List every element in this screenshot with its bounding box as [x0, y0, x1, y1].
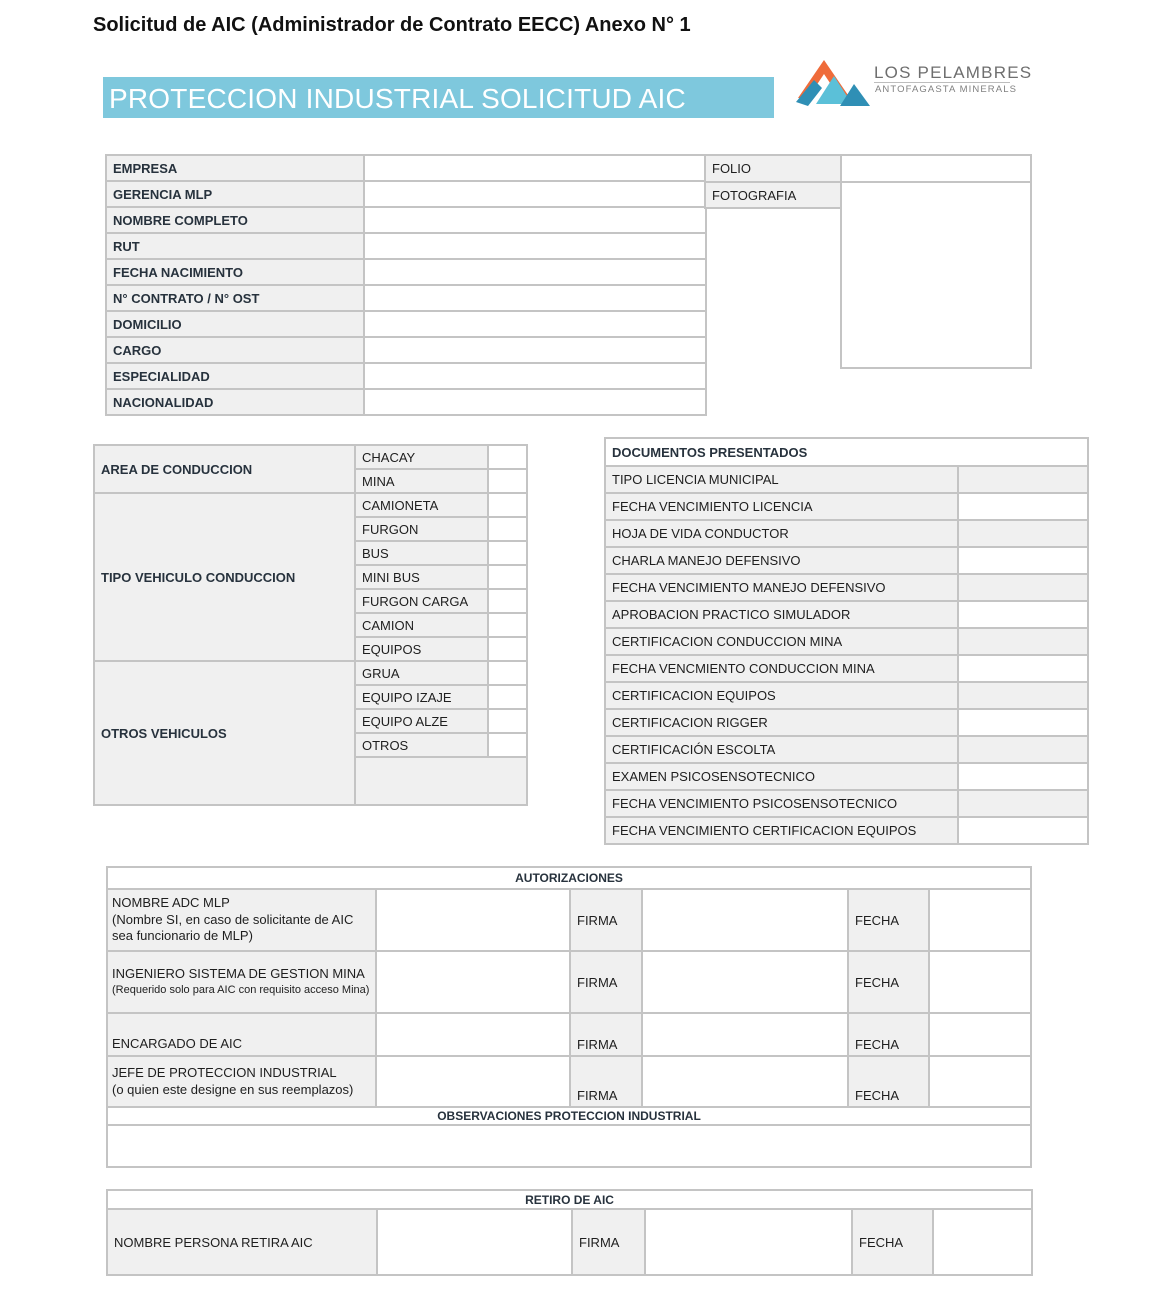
vehicle-option-checkbox[interactable]	[488, 733, 527, 757]
company-logo	[794, 54, 1034, 110]
field-value-input[interactable]	[364, 285, 706, 311]
personal-data-table	[105, 154, 707, 416]
field-label: N° CONTRATO / N° OST	[106, 285, 364, 311]
field-label: GERENCIA MLP	[106, 181, 364, 207]
vehicle-option-checkbox[interactable]	[488, 685, 527, 709]
field-value-input[interactable]	[364, 389, 706, 415]
signature-input[interactable]	[642, 951, 848, 1013]
signature-label: FIRMA	[570, 1013, 642, 1056]
document-value-input[interactable]	[958, 763, 1088, 790]
signature-input[interactable]	[642, 889, 848, 951]
document-label: FECHA VENCIMIENTO LICENCIA	[605, 493, 958, 520]
field-label: EMPRESA	[106, 155, 364, 181]
vehicle-option-checkbox[interactable]	[488, 493, 527, 517]
withdrawal-name-label: NOMBRE PERSONA RETIRA AIC	[107, 1209, 377, 1275]
date-label: FECHA	[848, 1013, 929, 1056]
field-label: NACIONALIDAD	[106, 389, 364, 415]
document-value-input[interactable]	[958, 466, 1088, 493]
authorizer-role: INGENIERO SISTEMA DE GESTION MINA	[112, 966, 365, 982]
field-value-input[interactable]	[364, 233, 706, 259]
withdrawal-signature-input[interactable]	[645, 1209, 852, 1275]
authorizer-name-input[interactable]	[376, 951, 570, 1013]
vehicle-option-checkbox[interactable]	[488, 565, 527, 589]
document-label: FECHA VENCMIENTO CONDUCCION MINA	[605, 655, 958, 682]
withdrawal-title: RETIRO DE AIC	[107, 1190, 1032, 1209]
document-value-input[interactable]	[958, 655, 1088, 682]
authorizer-role-label	[107, 951, 376, 1013]
logo-subtitle: ANTOFAGASTA MINERALS	[875, 84, 1018, 95]
vehicle-option-checkbox[interactable]	[488, 709, 527, 733]
authorizer-note: (o quien este designe en sus reemplazos)	[112, 1081, 354, 1097]
document-label: CHARLA MANEJO DEFENSIVO	[605, 547, 958, 574]
authorizer-role: ENCARGADO DE AIC	[112, 1036, 243, 1052]
field-label: DOMICILIO	[106, 311, 364, 337]
field-value-input[interactable]	[364, 207, 706, 233]
document-label: CERTIFICACION EQUIPOS	[605, 682, 958, 709]
vehicle-option-label: CAMIONETA	[355, 493, 488, 517]
folio-value[interactable]	[841, 155, 1031, 182]
vehicle-option-label: EQUIPO IZAJE	[355, 685, 488, 709]
document-label: CERTIFICACION CONDUCCION MINA	[605, 628, 958, 655]
signature-label: FIRMA	[570, 1056, 642, 1107]
document-label: APROBACION PRACTICO SIMULADOR	[605, 601, 958, 628]
signature-input[interactable]	[642, 1013, 848, 1056]
photo-label: FOTOGRAFIA	[705, 182, 841, 208]
document-value-input[interactable]	[958, 574, 1088, 601]
empty-cell	[355, 757, 527, 805]
field-label: CARGO	[106, 337, 364, 363]
vehicle-option-label: MINI BUS	[355, 565, 488, 589]
field-value-input[interactable]	[364, 363, 706, 389]
vehicle-option-checkbox[interactable]	[488, 445, 527, 469]
authorizer-role-label	[107, 1013, 376, 1056]
authorizations-table	[106, 866, 1032, 1168]
document-value-input[interactable]	[958, 736, 1088, 763]
driving-area-table	[93, 444, 528, 806]
document-label: HOJA DE VIDA CONDUCTOR	[605, 520, 958, 547]
date-input[interactable]	[929, 951, 1031, 1013]
document-title: Solicitud de AIC (Administrador de Contrato EECC) Anexo N° 1	[93, 14, 691, 36]
date-label: FECHA	[848, 951, 929, 1013]
withdrawal-signature-label: FIRMA	[572, 1209, 645, 1275]
document-value-input[interactable]	[958, 817, 1088, 844]
withdrawal-date-input[interactable]	[933, 1209, 1032, 1275]
observations-textarea[interactable]	[107, 1125, 1031, 1167]
authorizer-name-input[interactable]	[376, 1056, 570, 1107]
vehicle-option-checkbox[interactable]	[488, 661, 527, 685]
date-label: FECHA	[848, 889, 929, 951]
mountain-logo-icon	[794, 54, 872, 110]
vehicle-option-checkbox[interactable]	[488, 517, 527, 541]
date-input[interactable]	[929, 889, 1031, 951]
authorizer-note: (Nombre SI, en caso de solicitante de AIC sea funcionario de MLP)	[112, 911, 354, 944]
vehicle-option-checkbox[interactable]	[488, 637, 527, 661]
vehicle-group-label: TIPO VEHICULO CONDUCCION	[94, 493, 355, 661]
date-input[interactable]	[929, 1013, 1031, 1056]
documents-title: DOCUMENTOS PRESENTADOS	[605, 438, 1088, 466]
photo-box[interactable]	[841, 182, 1031, 368]
withdrawal-name-input[interactable]	[377, 1209, 572, 1275]
documents-table	[604, 437, 1089, 845]
document-value-input[interactable]	[958, 709, 1088, 736]
vehicle-option-label: EQUIPOS	[355, 637, 488, 661]
authorizer-role: JEFE DE PROTECCION INDUSTRIAL	[112, 1064, 337, 1080]
observations-title: OBSERVACIONES PROTECCION INDUSTRIAL	[107, 1107, 1031, 1125]
vehicle-option-label: EQUIPO ALZE	[355, 709, 488, 733]
authorizer-note: (Requerido solo para AIC con requisito acceso Mina)	[112, 984, 370, 997]
vehicle-option-label: FURGON	[355, 517, 488, 541]
field-value-input[interactable]	[364, 155, 706, 181]
date-label: FECHA	[848, 1056, 929, 1107]
field-value-input[interactable]	[364, 259, 706, 285]
document-label: TIPO LICENCIA MUNICIPAL	[605, 466, 958, 493]
authorizer-role-label	[107, 889, 376, 951]
signature-label: FIRMA	[570, 889, 642, 951]
field-label: NOMBRE COMPLETO	[106, 207, 364, 233]
withdrawal-date-label: FECHA	[852, 1209, 933, 1275]
document-label: EXAMEN PSICOSENSOTECNICO	[605, 763, 958, 790]
document-label: CERTIFICACIÓN ESCOLTA	[605, 736, 958, 763]
document-value-input[interactable]	[958, 520, 1088, 547]
field-value-input[interactable]	[364, 181, 706, 207]
vehicle-option-label: OTROS	[355, 733, 488, 757]
document-label: FECHA VENCIMIENTO CERTIFICACION EQUIPOS	[605, 817, 958, 844]
date-input[interactable]	[929, 1056, 1031, 1107]
signature-label: FIRMA	[570, 951, 642, 1013]
authorizer-role-label	[107, 1056, 376, 1107]
vehicle-option-label: GRUA	[355, 661, 488, 685]
form-banner	[103, 77, 774, 118]
document-value-input[interactable]	[958, 493, 1088, 520]
field-value-input[interactable]	[364, 311, 706, 337]
authorizations-title: AUTORIZACIONES	[107, 867, 1031, 889]
document-value-input[interactable]	[958, 790, 1088, 817]
folio-photo-table	[704, 154, 1032, 369]
signature-input[interactable]	[642, 1056, 848, 1107]
folio-label: FOLIO	[705, 155, 841, 182]
withdrawal-table	[106, 1189, 1033, 1276]
vehicle-option-label: BUS	[355, 541, 488, 565]
field-label: ESPECIALIDAD	[106, 363, 364, 389]
vehicle-option-checkbox[interactable]	[488, 613, 527, 637]
document-value-input[interactable]	[958, 601, 1088, 628]
document-label: CERTIFICACION RIGGER	[605, 709, 958, 736]
vehicle-option-label: MINA	[355, 469, 488, 493]
document-value-input[interactable]	[958, 547, 1088, 574]
authorizer-name-input[interactable]	[376, 889, 570, 951]
vehicle-option-label: CHACAY	[355, 445, 488, 469]
field-label: FECHA NACIMIENTO	[106, 259, 364, 285]
authorizer-name-input[interactable]	[376, 1013, 570, 1056]
vehicle-option-checkbox[interactable]	[488, 469, 527, 493]
document-label: FECHA VENCIMIENTO MANEJO DEFENSIVO	[605, 574, 958, 601]
document-value-input[interactable]	[958, 682, 1088, 709]
authorizer-role: NOMBRE ADC MLP	[112, 894, 230, 910]
vehicle-option-label: FURGON CARGA	[355, 589, 488, 613]
document-label: FECHA VENCIMIENTO PSICOSENSOTECNICO	[605, 790, 958, 817]
vehicle-group-label: OTROS VEHICULOS	[94, 661, 355, 805]
logo-name: LOS PELAMBRES	[874, 63, 1033, 82]
document-value-input[interactable]	[958, 628, 1088, 655]
vehicle-option-checkbox[interactable]	[488, 541, 527, 565]
field-label: RUT	[106, 233, 364, 259]
vehicle-option-label: CAMION	[355, 613, 488, 637]
banner-title: PROTECCION INDUSTRIAL SOLICITUD AIC	[109, 83, 686, 114]
vehicle-option-checkbox[interactable]	[488, 589, 527, 613]
field-value-input[interactable]	[364, 337, 706, 363]
vehicle-group-label: AREA DE CONDUCCION	[94, 445, 355, 493]
